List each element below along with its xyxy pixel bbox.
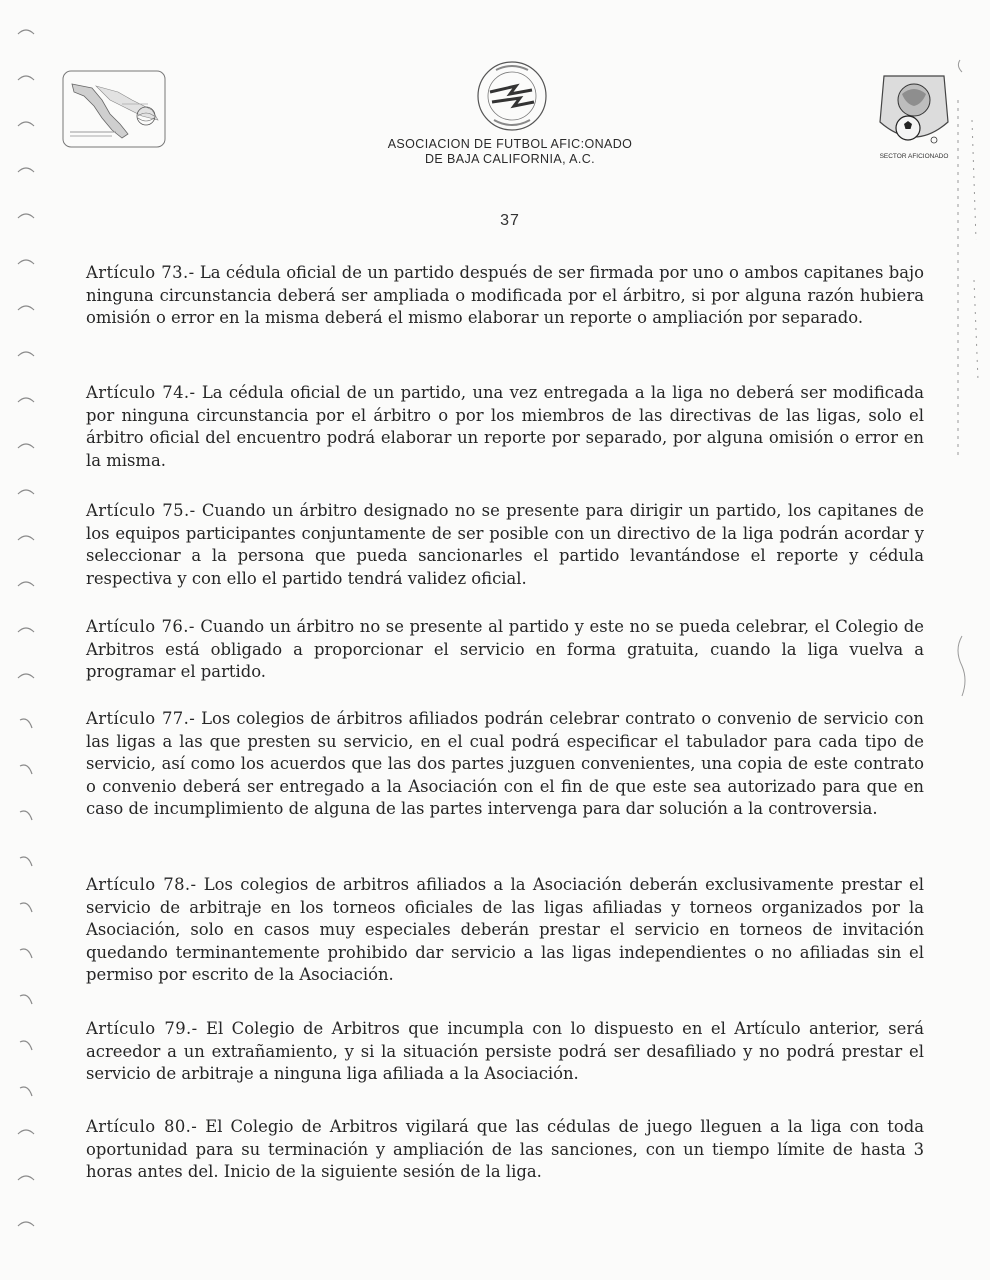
- article-79: [86, 1018, 924, 1086]
- association-line-1: ASOCIACION DE FUTBOL AFIC:ONADO: [387, 137, 633, 151]
- association-name: [300, 137, 720, 167]
- article-74-label: Artículo 74.-: [86, 383, 196, 402]
- article-73-text: La cédula oficial de un partido después de ser firmada por uno o ambos capitanes bajo ninguna circunstancia deberá ser ampliada o modificada por el árbitro, si por alguna razón hubiera omisión o error en la misma deberá el mismo elaborar un reporte o ampliación por separado.: [86, 263, 924, 327]
- association-line-2: DE BAJA CALIFORNIA, A.C.: [424, 152, 596, 166]
- article-80-label: Artículo 80.-: [86, 1117, 198, 1136]
- article-78-text: Los colegios de arbitros afiliados a la Asociación deberán exclusivamente prestar el servicio de arbitraje en los torneos oficiales de las ligas afiliadas y torneos organizados por la Asociación, solo en casos muy especiales deberán prestar el servicio en torneos de invitación quedando terminantemente prohibido dar servicio a las ligas independientes o no afiliadas sin el permiso por escrito de la Asociación.: [86, 875, 925, 984]
- article-77-text: Los colegios de árbitros afiliados podrán celebrar contrato o convenio de servicio con las ligas a las que presten su servicio, en el cual podrá especificar el tabulador para cada tipo de servicio, así como los acuerdos que las dos partes juzguen convenientes, una copia de este contrato o convenio deberá ser entregado a la Asociación con el fin de que este sea autorizado para que en caso de incumplimiento de alguna de las partes intervenga para dar solución a la controversia.: [86, 709, 924, 818]
- article-77: [86, 708, 924, 821]
- article-77-label: Artículo 77.-: [86, 709, 196, 728]
- article-80-text: El Colegio de Arbitros vigilará que las cédulas de juego lleguen a la liga con toda oportunidad para su terminación y ampliación de las sanciones, con un tiempo límite de hasta 3 horas antes del. Inicio de la siguiente sesión de la liga.: [86, 1117, 924, 1181]
- article-75: [86, 500, 924, 590]
- article-75-text: Cuando un árbitro designado no se presente para dirigir un partido, los capitanes de los equipos participantes conjuntamente de ser posible con un directivo de la liga podrán acordar y seleccionar a la persona que pueda sancionarles el partido levantándose el reporte y cédula respectiva y con ello el partido tendrá validez oficial.: [86, 501, 924, 588]
- article-76-text: Cuando un árbitro no se presente al partido y este no se pueda celebrar, el Colegio de Arbitros está obligado a proporcionar el servicio en forma gratuita, cuando la liga vuelva a programar el partido.: [86, 617, 924, 681]
- article-73-label: Artículo 73.-: [86, 263, 195, 282]
- article-76: [86, 616, 924, 684]
- association-emblem-logo: [474, 58, 550, 134]
- article-79-label: Artículo 79.-: [86, 1019, 198, 1038]
- article-76-label: Artículo 76.-: [86, 617, 195, 636]
- article-73: [86, 262, 924, 330]
- sector-label: SECTOR AFICIONADO: [879, 153, 949, 160]
- page-number: 37: [500, 212, 520, 229]
- article-78-label: Artículo 78.-: [86, 875, 197, 894]
- article-79-text: El Colegio de Arbitros que incumpla con lo dispuesto en el Artículo anterior, será acreedor a un extrañamiento, y si la situación persiste podrá ser desafiliado y no podrá prestar el servicio de arbitraje a ninguna liga afiliada a la Asociación.: [86, 1019, 924, 1083]
- article-80: [86, 1116, 924, 1184]
- article-74-text: La cédula oficial de un partido, una vez entregada a la liga no deberá ser modificada por ninguna circunstancia por el árbitro o por los miembros de las directivas de las ligas, solo el árbitro oficial del encuentro podrá elaborar un reporte por separado, por alguna omisión o error en la misma.: [86, 383, 924, 470]
- article-74: [86, 382, 924, 472]
- margin-scan-marks: [946, 40, 986, 740]
- article-75-label: Artículo 75.-: [86, 501, 196, 520]
- baja-california-map-logo: [62, 70, 166, 148]
- binder-marks: [14, 20, 40, 1260]
- article-78: [86, 874, 924, 987]
